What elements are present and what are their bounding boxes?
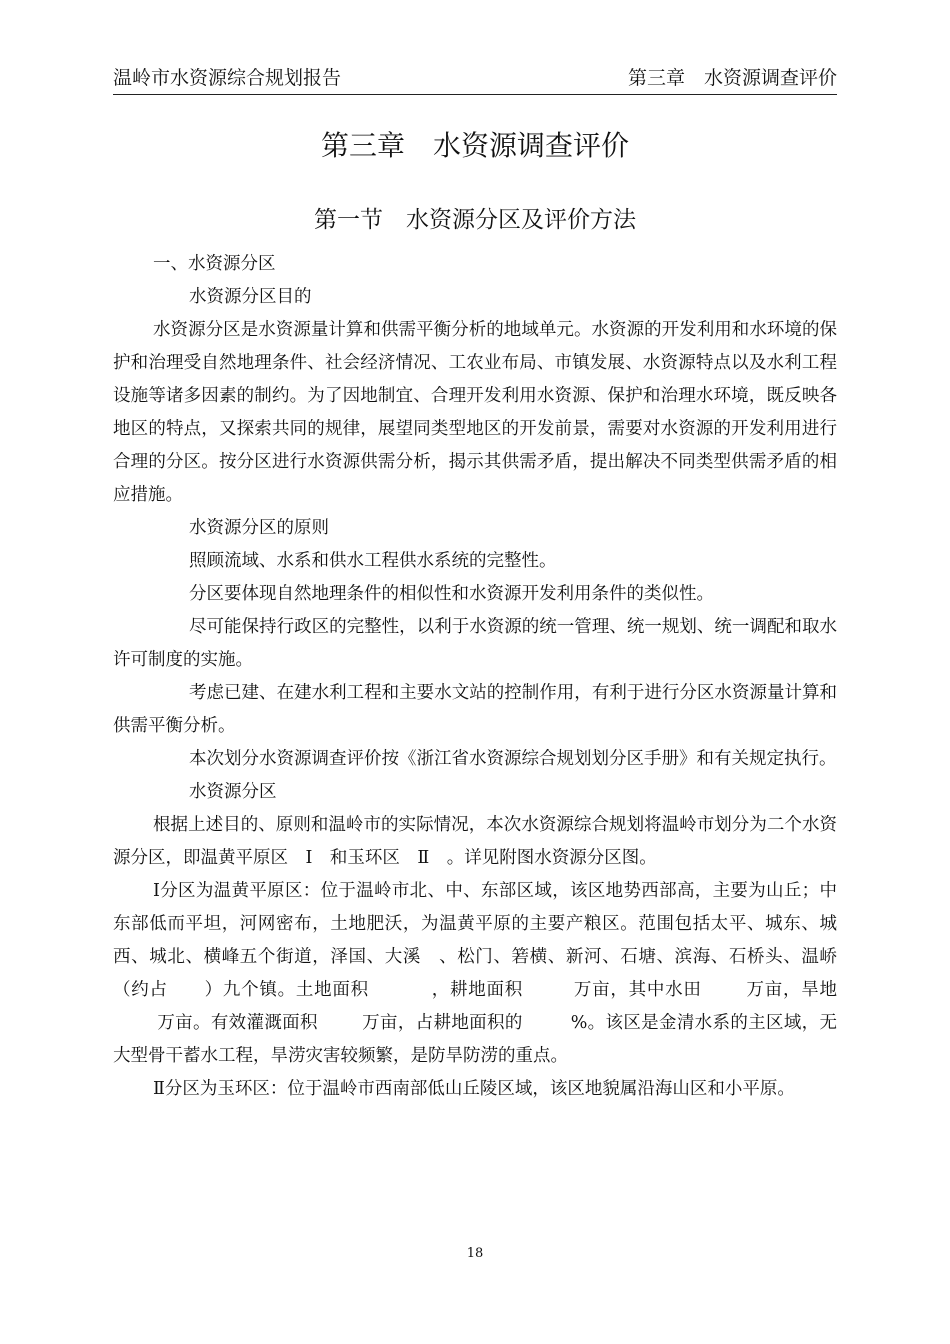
document-body <box>113 248 837 1106</box>
zone-1-text: 万亩。有效灌溉面积 <box>157 1013 318 1033</box>
paragraph-zoning: 根据上述目的、原则和温岭市的实际情况，本次水资源综合规划将温岭市划分为二个水资源分区，即温黄平原区 Ⅰ 和玉环区 Ⅱ 。详见附图水资源分区图。 <box>113 815 837 868</box>
subheading-principles: 水资源分区的原则 <box>189 518 329 538</box>
chapter-title: 第三章 水资源调查评价 <box>320 129 629 162</box>
section-title: 第一节 水资源分区及评价方法 <box>314 207 636 233</box>
principle-item: 照顾流域、水系和供水工程供水系统的完整性。 <box>189 551 557 571</box>
zone-1-text: ，耕地面积 <box>430 980 524 1000</box>
zone-1-text: Ⅰ分区为温黄平原区：位于温岭市北、中、东部区域，该区地势西部高，主要为山丘；中东部低而平坦，河网密布，土地肥沃，为温黄平原的主要产粮区。范围包括太平、城东、城西、城北、横峰五个街道，泽国、大溪 、松门、箬横、新河、石塘、滨海、石桥头、温峤（约占 <box>113 881 837 1000</box>
paragraph-zone-2: Ⅱ分区为玉环区：位于温岭市西南部低山丘陵区域，该区地貌属沿海山区和小平原。 <box>153 1079 795 1099</box>
subheading-purpose: 水资源分区目的 <box>189 287 312 307</box>
principle-item: 尽可能保持行政区的完整性，以利于水资源的统一管理、统一规划、统一调配和取水许可制度的实施。 <box>113 617 837 670</box>
page-number: 18 <box>466 1246 484 1261</box>
principle-item: 分区要体现自然地理条件的相似性和水资源开发利用条件的类似性。 <box>189 584 714 604</box>
zone-1-text: 万亩，占耕地面积的 <box>361 1013 523 1033</box>
principle-item: 考虑已建、在建水利工程和主要水文站的控制作用，有利于进行分区水资源量计算和供需平衡分析。 <box>113 683 837 736</box>
heading-level-1: 一、水资源分区 <box>153 254 276 274</box>
header-chapter-title: 第三章 水资源调查评价 <box>627 67 837 89</box>
zone-1-text: 万亩，旱地 <box>745 980 837 1000</box>
header-report-title: 温岭市水资源综合规划报告 <box>113 67 342 89</box>
paragraph-zone-1 <box>113 875 837 1073</box>
zone-1-text: ）九个镇。土地面积 <box>203 980 369 1000</box>
subheading-zoning: 水资源分区 <box>189 782 277 802</box>
paragraph-purpose: 水资源分区是水资源量计算和供需平衡分析的地域单元。水资源的开发利用和水环境的保护和治理受自然地理条件、社会经济情况、工农业布局、市镇发展、水资源特点以及水利工程设施等诸多因素的制约。为了因地制宜、合理开发利用水资源、保护和治理水环境，既反映各地区的特点，又探索共同的规律，展望同类型地区的开发前景，需要对水资源的开发利用进行合理的分区。按分区进行水资源供需分析，揭示其供需矛盾，提出解决不同类型供需矛盾的相应措施。 <box>113 320 837 505</box>
principle-item: 本次划分水资源调查评价按《浙江省水资源综合规划划分区手册》和有关规定执行。 <box>189 749 837 769</box>
page-header <box>113 62 837 95</box>
zone-1-text: 万亩，其中水田 <box>573 980 702 1000</box>
zone-1-text: %。该区是金清水系的主区域，无大型骨干蓄水工程，旱涝灾害较频繁，是防旱防涝的重点。 <box>113 1013 837 1066</box>
